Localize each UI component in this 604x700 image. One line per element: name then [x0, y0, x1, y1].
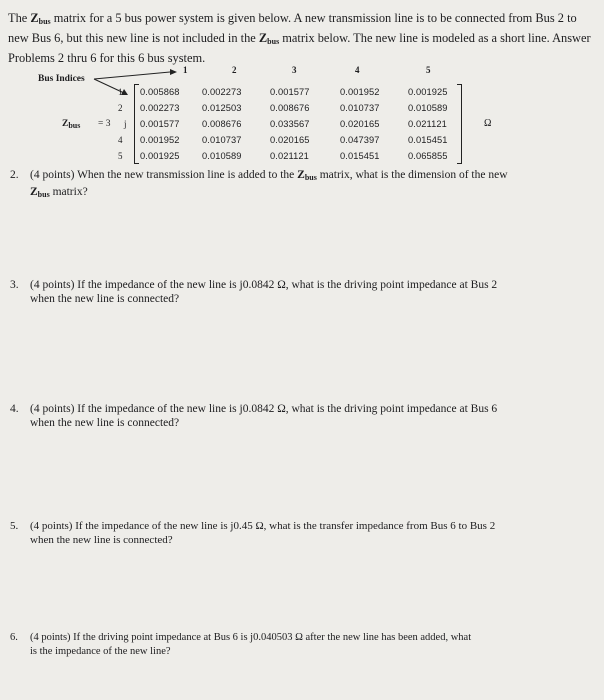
matrix-cell: 0.020165: [270, 135, 310, 145]
matrix-cell: 0.015451: [340, 151, 380, 161]
matrix-cell: 0.008676: [270, 103, 310, 113]
matrix-cell: 0.021121: [408, 119, 447, 129]
ohm-unit: Ω: [484, 118, 492, 129]
question-6: 6. (4 points) If the driving point impedance at Bus 6 is j0.040503 Ω after the new line has been added, what is the impedance of the new line?: [10, 632, 472, 657]
question-4: 4. (4 points) If the impedance of the new line is j0.0842 Ω, what is the driving point impedance at Bus 6 when the new line is connected?: [10, 403, 498, 429]
matrix-cell: 0.021121: [270, 151, 309, 161]
matrix-cell: 0.033567: [270, 119, 310, 129]
zbus-symbol: Zbus: [297, 169, 317, 182]
matrix-cell: 0.015451: [408, 135, 448, 145]
intro-text-1: The: [8, 11, 28, 25]
question-3: 3. (4 points) If the impedance of the new line is j0.0842 Ω, what is the driving point impedance at Bus 2 when the new line is connected?: [10, 279, 498, 305]
matrix-cell: 0.020165: [340, 119, 380, 129]
matrix-right-bracket: [457, 84, 462, 164]
matrix-cell: 0.001577: [270, 87, 310, 97]
col-index: 2: [232, 65, 237, 75]
matrix-cell: 0.001952: [140, 135, 180, 145]
question-2: 2. (4 points) When the new transmission line is added to the Zbus matrix, what is the dimension of the new Zbus matrix?: [10, 169, 508, 199]
col-index: 1: [183, 65, 188, 75]
row-index: 1: [118, 87, 123, 97]
matrix-cell: 0.001925: [140, 151, 180, 161]
matrix-cell: 0.012503: [202, 103, 242, 113]
question-5: 5. (4 points) If the impedance of the new line is j0.45 Ω, what is the transfer impedance from Bus 6 to Bus 2 when the new line is connected?: [10, 520, 496, 546]
matrix-cell: 0.010737: [202, 135, 242, 145]
matrix-cell: 0.010589: [202, 151, 242, 161]
intro-text-2: matrix for a 5 bus power system is given below. A new transmission line is to be connected from Bus 2 to new Bus 6, but this new line is not included in the: [8, 11, 577, 45]
bus-indices-label: Bus Indices: [38, 74, 85, 84]
col-index: 4: [355, 65, 360, 75]
matrix-cell: 0.002273: [202, 87, 242, 97]
matrix-cell: 0.001577: [140, 119, 180, 129]
row-index: 5: [118, 151, 123, 161]
intro-text-3: matrix below. The new line is modeled as a short line. Answer Problems 2 thru 6 for this 6 bus system.: [8, 31, 591, 65]
matrix-cell: 0.002273: [140, 103, 180, 113]
matrix-cell: 0.001952: [340, 87, 380, 97]
matrix-left-bracket: [134, 84, 139, 164]
zbus-symbol: Zbus: [30, 186, 50, 199]
zbus-label: $Z_{bus}$: [62, 119, 81, 130]
j-operator: j: [124, 119, 127, 129]
matrix-cell: 0.010589: [408, 103, 448, 113]
zbus-symbol: Zbus: [30, 11, 51, 26]
col-index: 3: [292, 65, 297, 75]
matrix-cell: 0.010737: [340, 103, 380, 113]
zbus-symbol: Zbus: [258, 31, 280, 46]
matrix-cell: 0.065855: [408, 151, 448, 161]
matrix-cell: 0.047397: [340, 135, 380, 145]
matrix-cell: 0.001925: [408, 87, 448, 97]
matrix-cell: 0.008676: [202, 119, 242, 129]
matrix-cell: 0.005868: [140, 87, 180, 97]
equals-row-3: = 3: [98, 119, 111, 129]
col-index: 5: [426, 65, 431, 75]
row-index: 2: [118, 103, 123, 113]
row-index: 4: [118, 135, 123, 145]
